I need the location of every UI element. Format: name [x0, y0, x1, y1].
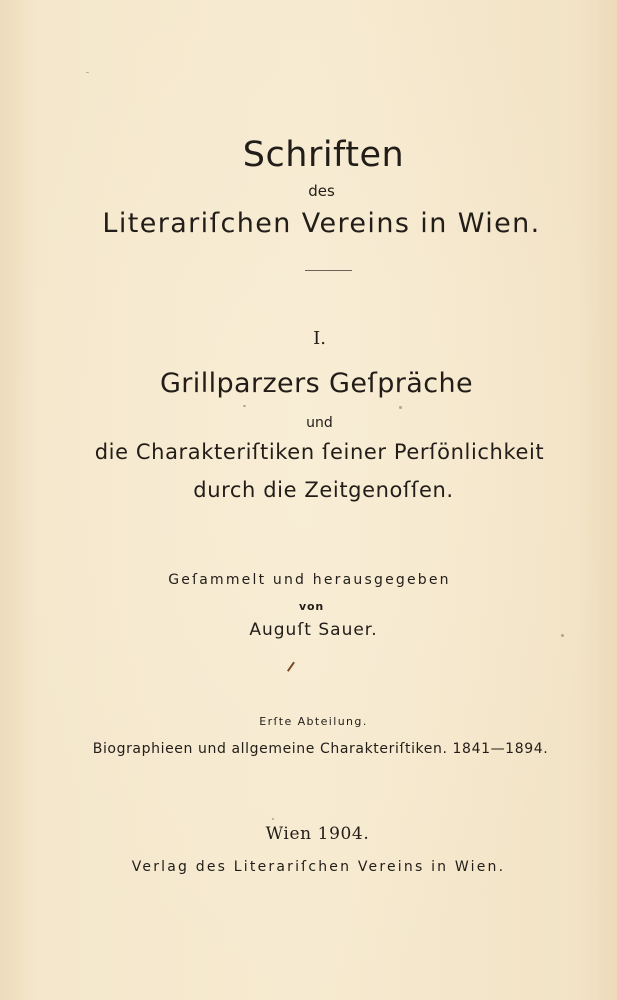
work-subtitle-line-1: die Charakteriſtiken ſeiner Perſönlichkeit: [94, 440, 545, 464]
work-connector: und: [306, 415, 333, 431]
paper-speck: [399, 406, 402, 409]
series-title: Schriften: [242, 135, 405, 175]
paper-speck: [86, 72, 89, 73]
imprint-publisher: Verlag des Literariſchen Vereins in Wien.: [131, 859, 506, 875]
editor-credit: Geſammelt und herausgegeben: [168, 572, 451, 588]
editor-name: Auguſt Sauer.: [249, 620, 378, 640]
series-connector: des: [308, 182, 335, 200]
work-title: Grillparzers Geſpräche: [159, 368, 474, 399]
paper-speck: [243, 405, 246, 407]
imprint-place-year: Wien 1904.: [265, 824, 370, 844]
divider-rule: [305, 270, 352, 271]
volume-number: I.: [313, 328, 326, 349]
part-description: Biographieen und allgemeine Charakteriſtiken. 1841—1894.: [92, 741, 549, 757]
editor-by: von: [299, 600, 324, 613]
work-subtitle-line-2: durch die Zeitgenoſſen.: [193, 478, 454, 502]
pencil-mark: [287, 662, 295, 672]
paper-speck: [561, 634, 564, 637]
society-name: Literariſchen Vereins in Wien.: [102, 208, 541, 239]
paper-speck: [272, 818, 274, 820]
part-label: Erſte Abteilung.: [259, 715, 368, 728]
